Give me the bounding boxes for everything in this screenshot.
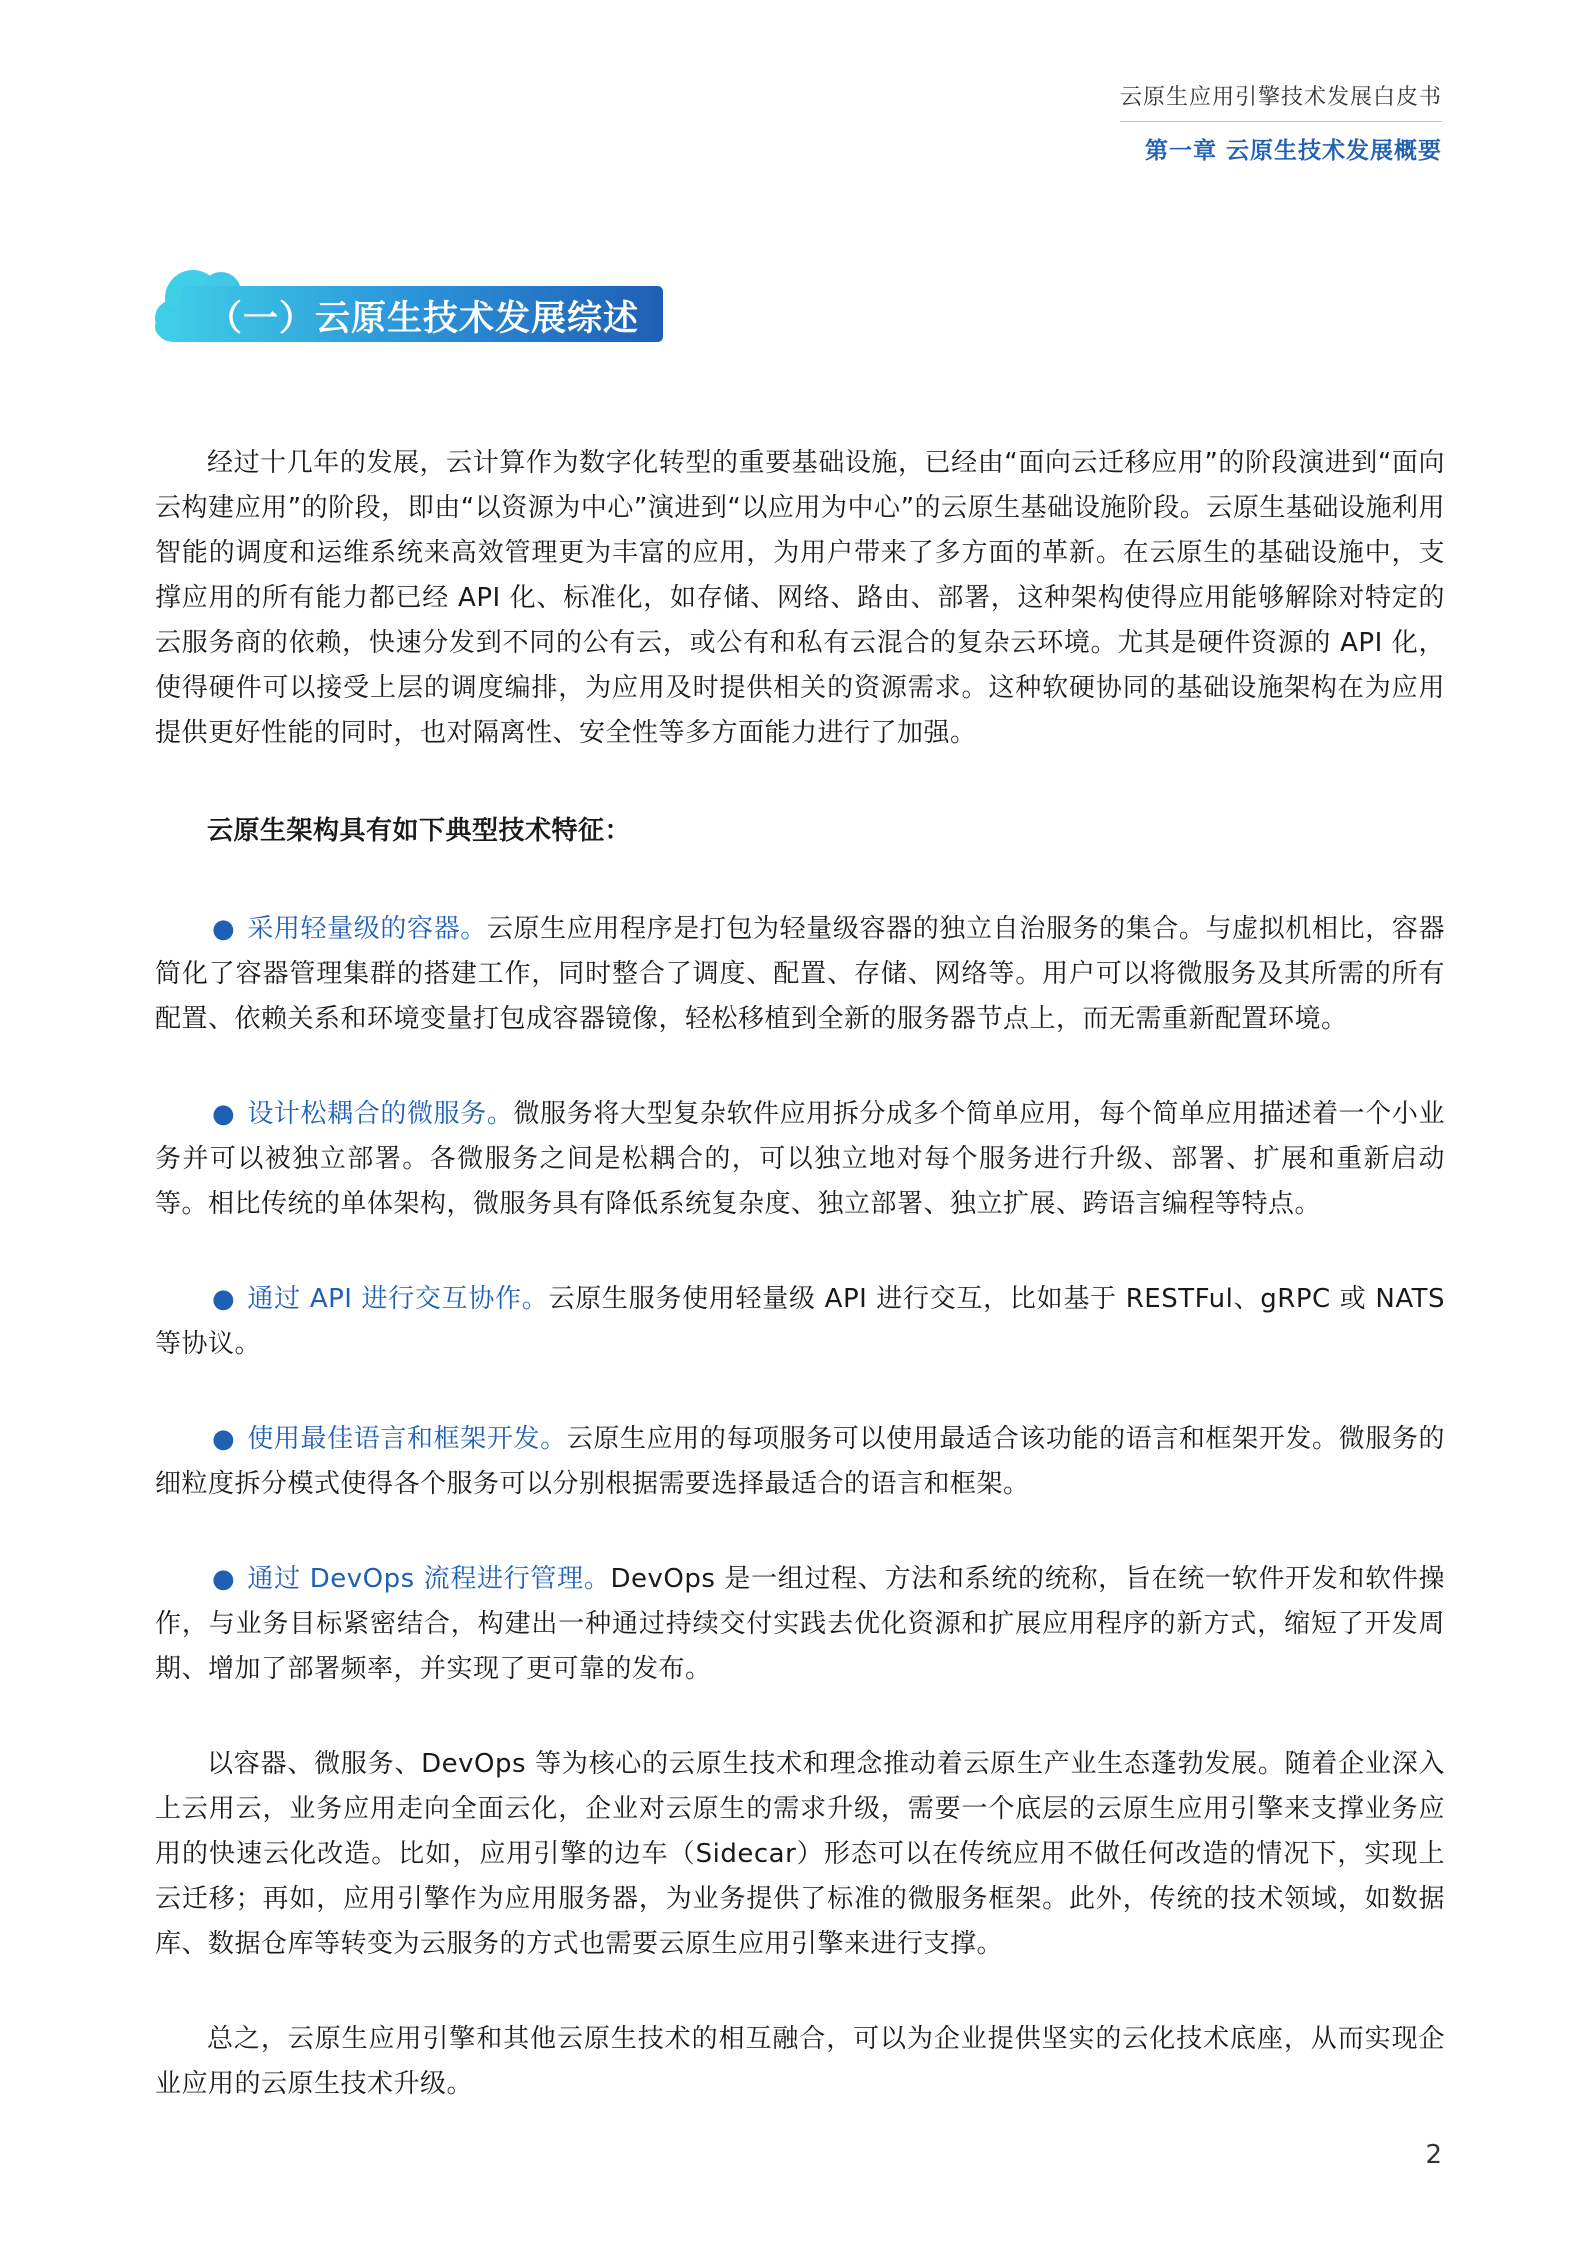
feature-title: 设计松耦合的微服务。 xyxy=(247,1099,514,1129)
feature-item xyxy=(155,1092,1445,1227)
feature-text: 云原生应用程序是打包为轻量级容器的独立自治服务的集合。与虚拟机相比，容器简化了容器管理集群的搭建工作，同时整合了调度、配置、存储、网络等。用户可以将微服务及其所需的所有配置、依赖关系和环境变量打包成容器镜像，轻松移植到全新的服务器节点上，而无需重新配置环境。 xyxy=(155,914,1445,1034)
features-heading: 云原生架构具有如下典型技术特征： xyxy=(207,816,632,846)
feature-title: 采用轻量级的容器。 xyxy=(247,914,487,944)
feature-item xyxy=(155,1417,1445,1507)
feature-title: 通过 API 进行交互协作。 xyxy=(247,1284,549,1314)
feature-item xyxy=(155,1277,1445,1367)
bullet-icon: ● xyxy=(212,1424,236,1454)
bullet-icon: ● xyxy=(212,1099,236,1129)
feature-item xyxy=(155,1557,1445,1692)
feature-text: 微服务将大型复杂软件应用拆分成多个简单应用，每个简单应用描述着一个小业务并可以被独立部署。各微服务之间是松耦合的，可以独立地对每个服务进行升级、部署、扩展和重新启动等。相比传统的单体架构，微服务具有降低系统复杂度、独立部署、独立扩展、跨语言编程等特点。 xyxy=(155,1099,1445,1219)
bullet-icon: ● xyxy=(212,914,236,944)
feature-title: 使用最佳语言和框架开发。 xyxy=(247,1424,567,1454)
document-title: 云原生应用引擎技术发展白皮书 xyxy=(1120,80,1442,122)
feature-text: 云原生应用的每项服务可以使用最适合该功能的语言和框架开发。微服务的细粒度拆分模式使得各个服务可以分别根据需要选择最适合的语言和框架。 xyxy=(155,1424,1445,1499)
bullet-icon: ● xyxy=(212,1564,236,1594)
feature-title: 通过 DevOps 流程进行管理。 xyxy=(247,1564,611,1594)
intro-paragraph: 经过十几年的发展，云计算作为数字化转型的重要基础设施，已经由“面向云迁移应用”的阶段演进到“面向云构建应用”的阶段，即由“以资源为中心”演进到“以应用为中心”的云原生基础设施阶段。云原生基础设施利用智能的调度和运维系统来高效管理更为丰富的应用，为用户带来了多方面的革新。在云原生的基础设施中，支撑应用的所有能力都已经 API 化、标准化，如存储、网络、路由、部署，这种架构使得应用能够解除对特定的云服务商的依赖，快速分发到不同的公有云，或公有和私有云混合的复杂云环境。尤其是硬件资源的 API 化，使得硬件可以接受上层的调度编排，为应用及时提供相关的资源需求。这种软硬协同的基础设施架构在为应用提供更好性能的同时，也对隔离性、安全性等多方面能力进行了加强。 xyxy=(155,448,1445,748)
page-header xyxy=(1120,80,1442,165)
bullet-icon: ● xyxy=(212,1284,236,1314)
feature-text: DevOps 是一组过程、方法和系统的统称，旨在统一软件开发和软件操作，与业务目标紧密结合，构建出一种通过持续交付实践去优化资源和扩展应用程序的新方式，缩短了开发周期、增加了部署频率，并实现了更可靠的发布。 xyxy=(155,1564,1446,1684)
chapter-title: 第一章 云原生技术发展概要 xyxy=(1144,138,1442,164)
main-content xyxy=(155,441,1445,2107)
engine-paragraph: 以容器、微服务、DevOps 等为核心的云原生技术和理念推动着云原生产业生态蓬勃发展。随着企业深入上云用云，业务应用走向全面云化，企业对云原生的需求升级，需要一个底层的云原生应用引擎来支撑业务应用的快速云化改造。比如，应用引擎的边车（Sidecar）形态可以在传统应用不做任何改造的情况下，实现上云迁移；再如，应用引擎作为应用服务器，为业务提供了标准的微服务框架。此外，传统的技术领域，如数据库、数据仓库等转变为云服务的方式也需要云原生应用引擎来进行支撑。 xyxy=(155,1749,1445,1959)
section-banner xyxy=(155,268,665,346)
feature-text: 云原生服务使用轻量级 API 进行交互，比如基于 RESTFul、gRPC 或 NATS 等协议。 xyxy=(155,1284,1445,1359)
feature-item xyxy=(155,907,1445,1042)
conclusion-paragraph: 总之，云原生应用引擎和其他云原生技术的相互融合，可以为企业提供坚实的云化技术底座，从而实现企业应用的云原生技术升级。 xyxy=(155,2024,1445,2099)
page-number: 2 xyxy=(1425,2140,1442,2170)
section-title: （一）云原生技术发展综述 xyxy=(207,299,640,339)
